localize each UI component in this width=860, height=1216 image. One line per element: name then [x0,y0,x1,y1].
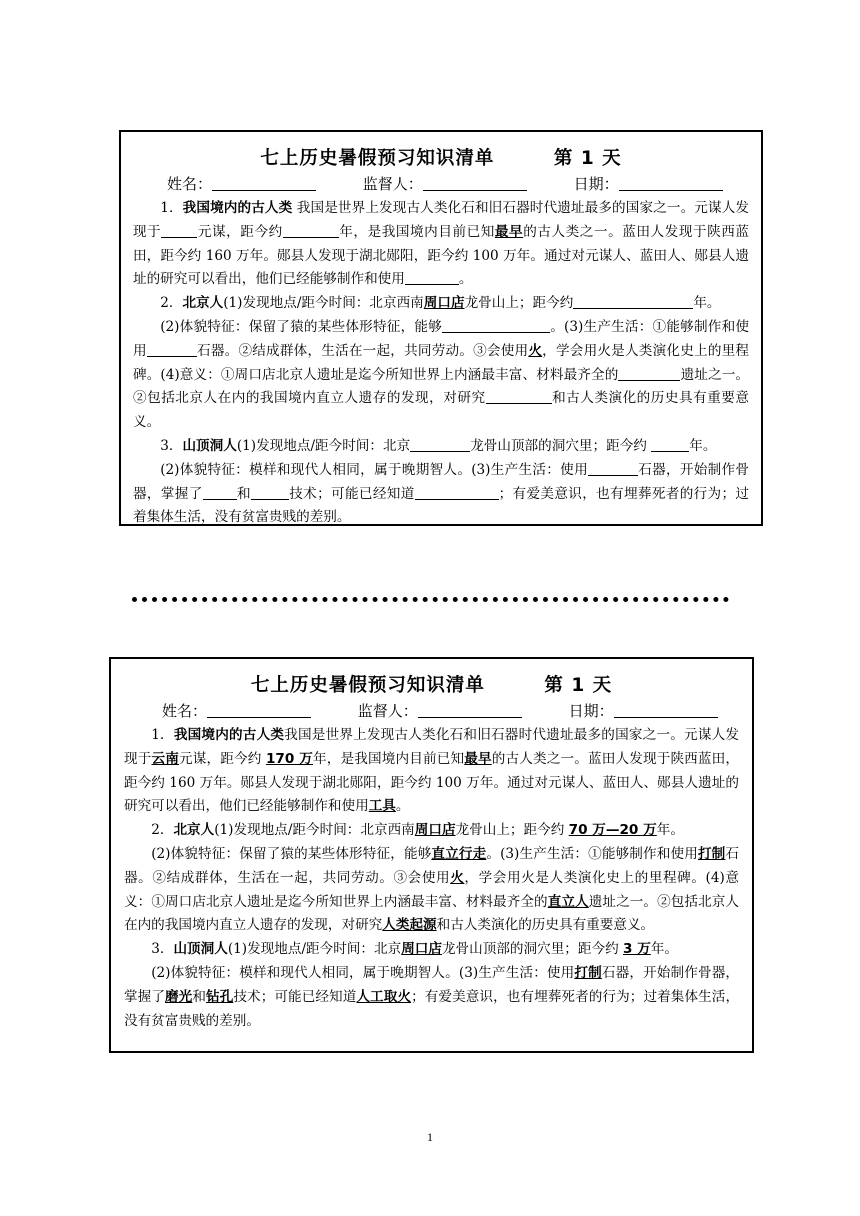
page-title: 七上历史暑假预习知识清单 第 1 天 [260,148,622,169]
name-label: 姓名： [167,175,213,193]
section-peking-man: 2．北京人(1)发现地点/距今时间：北京西南周口店龙骨山上；距今约 70 万—20 万年。 [151,822,684,839]
blank-field[interactable] [618,366,680,381]
page-title: 七上历史暑假预习知识清单 第 1 天 [250,675,613,696]
blank-field[interactable] [203,485,237,500]
answer: 火 [450,869,465,886]
blank-field[interactable] [651,437,689,452]
blank-field[interactable] [486,389,552,404]
blank-field[interactable] [573,294,693,309]
peking-man-details: (2)体貌特征：保留了猿的某些体形特征，能够直立行走。(3)生产生活：①能够制作和使用打制石器。②结成群体，生活在一起，共同劳动。③会使用火，学会用火是人类演化史上的里程碑。(4)意义：①周口店北京人遗址是迄今所知世界上内涵最丰富、材料最齐全的直立人遗址之一。②包括北京人在内的我国境内直立人遗存的发现，对研究人类起源和古人类演化的历史具有重要意义。 [124,845,740,934]
answer: 工具 [368,798,396,815]
supervisor-label: 监督人： [362,175,423,193]
supervisor-field[interactable] [423,174,527,191]
name-label: 姓名： [162,702,208,720]
answer: 周口店 [414,822,456,839]
answer: 磨光 [165,988,193,1005]
supervisor-field[interactable] [418,701,522,718]
info-row [133,172,749,197]
blank-field[interactable] [442,318,550,333]
blank-field[interactable] [251,485,289,500]
info-row [124,699,739,724]
answer: 170 万 [265,750,313,767]
name-field[interactable] [207,701,311,718]
section-ancient-humans: 1．我国境内的古人类 我国是世界上发现古人类化石和旧石器时代遗址最多的国家之一。元谋人发现于 元谋，距今约 年，是我国境内目前已知最早的古人类之一。蓝田人发现于陕西蓝田，距今约 160 万年。郧县人发现于湖北郧阳，距今约 100 万年。通过对元谋人、蓝田人、郧县人遗址的研究可以看出，他们已经能够制作和使用 。 [133,200,750,288]
blank-field[interactable] [147,342,197,357]
worksheet-blank [119,130,763,526]
section-ancient-humans: 1．我国境内的古人类我国是世界上发现古人类化石和旧石器时代遗址最多的国家之一。元谋人发现于云南元谋，距今约 170 万年，是我国境内目前已知最早的古人类之一。蓝田人发现于陕西蓝田，距今约 160 万年。郧县人发现于湖北郧阳，距今约 100 万年。通过对元谋人、蓝田人、郧县人遗址的研究可以看出，他们已经能够制作和使用工具。 [124,727,740,815]
date-field[interactable] [614,701,718,718]
answer: 人工取火 [356,988,412,1005]
answer: 打制 [697,845,726,862]
answer: 70 万—20 万 [568,822,657,839]
section-peking-man: 2．北京人(1)发现地点/距今时间：北京西南周口店龙骨山上；距今约 年。 [160,295,721,312]
blank-field[interactable] [588,461,638,476]
answer: 直立人 [547,893,589,910]
answer: 人类起源 [382,917,437,934]
supervisor-label: 监督人： [357,702,418,720]
answer: 周口店 [401,941,442,958]
date-field[interactable] [619,174,723,191]
upper-cave-man-details: (2)体貌特征：模样和现代人相同，属于晚期智人。(3)生产生活：使用打制石器，开始制作骨器，掌握了磨光和钻孔技术；可能已经知道人工取火；有爱美意识，也有埋葬死者的行为；过着集体生活，没有贫富贵贱的差别。 [124,964,740,1029]
section-upper-cave-man: 3．山顶洞人(1)发现地点/距今时间：北京 龙骨山顶部的洞穴里；距今约 年。 [160,437,717,454]
name-field[interactable] [212,174,316,191]
blank-field[interactable] [415,485,499,500]
page-number: 1 [427,1130,433,1144]
answer: 最早 [464,750,492,767]
blank-field[interactable] [410,437,470,452]
date-label: 日期： [573,175,619,193]
section-upper-cave-man: 3．山顶洞人(1)发现地点/距今时间：北京周口店龙骨山顶部的洞穴里；距今约 3 万年。 [151,941,678,958]
upper-cave-man-details: (2)体貌特征：模样和现代人相同，属于晚期智人。(3)生产生活：使用 石器，开始制作骨器，掌握了 和 技术；可能已经知道 ；有爱美意识，也有埋葬死者的行为；过着集体生活，没有贫富贵贱的差别。 [133,461,750,526]
blank-field[interactable] [405,270,459,285]
worksheet-answers [109,657,754,1053]
answer: 打制 [574,964,602,981]
date-label: 日期： [568,702,614,720]
blank-field[interactable] [283,223,339,238]
dotted-separator [132,597,729,603]
answer: 3 万 [623,941,651,958]
answer: 钻孔 [206,988,234,1005]
answer: 云南 [151,750,179,767]
answer: 直立行走 [431,845,487,862]
peking-man-details: (2)体貌特征：保留了猿的某些体形特征，能够 。(3)生产生活：①能够制作和使用 石器。②结成群体，生活在一起，共同劳动。③会使用火，学会用火是人类演化史上的里程碑。(4)意义：①周口店北京人遗址是迄今所知世界上内涵最丰富、材料最齐全的 遗址之一。②包括北京人在内的我国境内直立人遗存的发现，对研究 和古人类演化的历史具有重要意义。 [133,318,750,431]
blank-field[interactable] [161,223,197,238]
